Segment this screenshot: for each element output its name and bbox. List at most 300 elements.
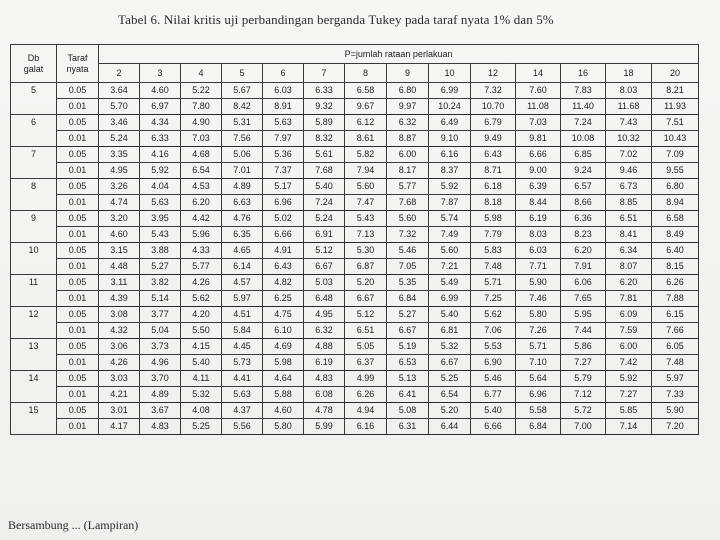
value-cell: 7.68	[387, 195, 429, 211]
value-cell: 5.40	[304, 179, 345, 195]
value-cell: 5.60	[387, 211, 429, 227]
value-cell: 4.96	[140, 355, 181, 371]
value-cell: 4.15	[181, 339, 222, 355]
value-cell: 5.77	[387, 179, 429, 195]
value-cell: 7.06	[471, 323, 516, 339]
value-cell: 9.24	[561, 163, 606, 179]
p-value-header: 20	[652, 64, 699, 83]
value-cell: 6.35	[222, 227, 263, 243]
df-cell: 5	[11, 83, 57, 115]
value-cell: 5.71	[471, 275, 516, 291]
value-cell: 9.10	[429, 131, 471, 147]
value-cell: 4.57	[222, 275, 263, 291]
value-cell: 10.24	[429, 99, 471, 115]
value-cell: 6.77	[471, 387, 516, 403]
value-cell: 5.92	[606, 371, 652, 387]
value-cell: 7.60	[516, 83, 561, 99]
value-cell: 6.79	[471, 115, 516, 131]
alpha-cell: 0.01	[57, 259, 99, 275]
alpha-cell: 0.01	[57, 195, 99, 211]
value-cell: 4.99	[345, 371, 387, 387]
value-cell: 8.03	[516, 227, 561, 243]
value-cell: 4.33	[181, 243, 222, 259]
value-cell: 8.94	[652, 195, 699, 211]
table-row	[11, 291, 699, 307]
value-cell: 7.49	[429, 227, 471, 243]
alpha-cell: 0.05	[57, 147, 99, 163]
value-cell: 6.43	[263, 259, 304, 275]
value-cell: 5.90	[516, 275, 561, 291]
table-container	[10, 44, 698, 435]
alpha-header-line2: nyata	[66, 63, 89, 74]
value-cell: 4.78	[304, 403, 345, 419]
value-cell: 5.24	[304, 211, 345, 227]
value-cell: 4.11	[181, 371, 222, 387]
value-cell: 5.50	[181, 323, 222, 339]
value-cell: 5.95	[561, 307, 606, 323]
value-cell: 5.70	[99, 99, 140, 115]
table-body	[11, 83, 699, 435]
value-cell: 7.26	[516, 323, 561, 339]
alpha-cell: 0.05	[57, 403, 99, 419]
value-cell: 5.96	[181, 227, 222, 243]
value-cell: 8.41	[606, 227, 652, 243]
value-cell: 6.66	[471, 419, 516, 435]
value-cell: 6.67	[304, 259, 345, 275]
table-row	[11, 275, 699, 291]
value-cell: 5.58	[516, 403, 561, 419]
alpha-cell: 0.05	[57, 339, 99, 355]
value-cell: 6.36	[561, 211, 606, 227]
value-cell: 6.41	[387, 387, 429, 403]
value-cell: 7.12	[561, 387, 606, 403]
value-cell: 6.10	[263, 323, 304, 339]
table-row	[11, 163, 699, 179]
value-cell: 7.20	[652, 419, 699, 435]
alpha-cell: 0.01	[57, 355, 99, 371]
value-cell: 4.76	[222, 211, 263, 227]
value-cell: 7.00	[561, 419, 606, 435]
value-cell: 6.90	[471, 355, 516, 371]
value-cell: 6.31	[387, 419, 429, 435]
value-cell: 5.74	[429, 211, 471, 227]
p-value-header: 4	[181, 64, 222, 83]
value-cell: 4.68	[181, 147, 222, 163]
value-cell: 6.15	[652, 307, 699, 323]
value-cell: 5.90	[652, 403, 699, 419]
value-cell: 4.90	[181, 115, 222, 131]
value-cell: 6.96	[516, 387, 561, 403]
value-cell: 8.71	[471, 163, 516, 179]
value-cell: 6.00	[606, 339, 652, 355]
table-row	[11, 355, 699, 371]
value-cell: 4.95	[304, 307, 345, 323]
value-cell: 6.26	[345, 387, 387, 403]
df-cell: 7	[11, 147, 57, 179]
value-cell: 5.79	[561, 371, 606, 387]
value-cell: 5.24	[99, 131, 140, 147]
value-cell: 10.08	[561, 131, 606, 147]
value-cell: 6.20	[561, 243, 606, 259]
value-cell: 6.09	[606, 307, 652, 323]
df-header-line1: Db	[27, 52, 40, 63]
value-cell: 4.16	[140, 147, 181, 163]
value-cell: 4.26	[181, 275, 222, 291]
alpha-cell: 0.01	[57, 227, 99, 243]
value-cell: 6.84	[387, 291, 429, 307]
value-cell: 6.51	[345, 323, 387, 339]
value-cell: 6.80	[652, 179, 699, 195]
value-cell: 4.83	[304, 371, 345, 387]
value-cell: 3.08	[99, 307, 140, 323]
value-cell: 3.03	[99, 371, 140, 387]
value-cell: 7.97	[263, 131, 304, 147]
value-cell: 3.95	[140, 211, 181, 227]
value-cell: 6.80	[387, 83, 429, 99]
table-row	[11, 99, 699, 115]
value-cell: 4.42	[181, 211, 222, 227]
value-cell: 4.60	[99, 227, 140, 243]
value-cell: 5.53	[471, 339, 516, 355]
value-cell: 5.49	[429, 275, 471, 291]
value-cell: 3.67	[140, 403, 181, 419]
value-cell: 3.15	[99, 243, 140, 259]
value-cell: 5.22	[181, 83, 222, 99]
value-cell: 4.32	[99, 323, 140, 339]
value-cell: 7.48	[471, 259, 516, 275]
value-cell: 6.58	[652, 211, 699, 227]
value-cell: 11.68	[606, 99, 652, 115]
value-cell: 7.46	[516, 291, 561, 307]
value-cell: 5.98	[263, 355, 304, 371]
value-cell: 6.03	[516, 243, 561, 259]
p-value-header: 14	[516, 64, 561, 83]
value-cell: 8.32	[304, 131, 345, 147]
value-cell: 6.25	[263, 291, 304, 307]
value-cell: 6.48	[304, 291, 345, 307]
value-cell: 9.67	[345, 99, 387, 115]
value-cell: 4.89	[140, 387, 181, 403]
value-cell: 10.43	[652, 131, 699, 147]
value-cell: 5.77	[181, 259, 222, 275]
value-cell: 8.61	[345, 131, 387, 147]
value-cell: 4.75	[263, 307, 304, 323]
table-row	[11, 179, 699, 195]
value-cell: 4.69	[263, 339, 304, 355]
value-cell: 5.32	[181, 387, 222, 403]
value-cell: 7.21	[429, 259, 471, 275]
p-value-header: 9	[387, 64, 429, 83]
value-cell: 6.57	[561, 179, 606, 195]
value-cell: 9.32	[304, 99, 345, 115]
value-cell: 9.46	[606, 163, 652, 179]
alpha-cell: 0.05	[57, 115, 99, 131]
alpha-cell: 0.05	[57, 275, 99, 291]
value-cell: 9.49	[471, 131, 516, 147]
value-cell: 5.80	[516, 307, 561, 323]
value-cell: 7.71	[516, 259, 561, 275]
value-cell: 5.88	[263, 387, 304, 403]
value-cell: 5.60	[429, 243, 471, 259]
value-cell: 5.08	[387, 403, 429, 419]
df-header-line2: galat	[23, 63, 44, 74]
value-cell: 6.54	[429, 387, 471, 403]
alpha-cell: 0.05	[57, 211, 99, 227]
p-value-header: 5	[222, 64, 263, 83]
value-cell: 6.40	[652, 243, 699, 259]
value-cell: 6.97	[140, 99, 181, 115]
value-cell: 5.46	[471, 371, 516, 387]
value-cell: 4.48	[99, 259, 140, 275]
df-cell: 9	[11, 211, 57, 243]
value-cell: 3.77	[140, 307, 181, 323]
value-cell: 5.83	[471, 243, 516, 259]
value-cell: 7.02	[606, 147, 652, 163]
value-cell: 6.43	[471, 147, 516, 163]
value-cell: 7.66	[652, 323, 699, 339]
value-cell: 7.24	[561, 115, 606, 131]
value-cell: 11.93	[652, 99, 699, 115]
value-cell: 6.67	[387, 323, 429, 339]
value-cell: 6.85	[561, 147, 606, 163]
table-title: Tabel 6. Nilai kritis uji perbandingan berganda Tukey pada taraf nyata 1% dan 5%	[118, 12, 554, 27]
value-cell: 7.47	[345, 195, 387, 211]
value-cell: 6.06	[561, 275, 606, 291]
value-cell: 5.82	[345, 147, 387, 163]
value-cell: 7.48	[652, 355, 699, 371]
value-cell: 5.64	[516, 371, 561, 387]
alpha-cell: 0.01	[57, 131, 99, 147]
value-cell: 6.34	[606, 243, 652, 259]
value-cell: 6.51	[606, 211, 652, 227]
value-cell: 6.66	[516, 147, 561, 163]
value-cell: 6.26	[652, 275, 699, 291]
table-row	[11, 195, 699, 211]
value-cell: 4.82	[263, 275, 304, 291]
value-cell: 5.97	[222, 291, 263, 307]
p-value-header: 2	[99, 64, 140, 83]
value-cell: 5.40	[429, 307, 471, 323]
value-cell: 5.89	[304, 115, 345, 131]
value-cell: 4.83	[140, 419, 181, 435]
df-cell: 13	[11, 339, 57, 371]
value-cell: 5.36	[263, 147, 304, 163]
value-cell: 5.20	[429, 403, 471, 419]
value-cell: 6.67	[429, 355, 471, 371]
value-cell: 4.34	[140, 115, 181, 131]
table-row	[11, 131, 699, 147]
value-cell: 4.60	[140, 83, 181, 99]
value-cell: 7.43	[606, 115, 652, 131]
value-cell: 5.61	[304, 147, 345, 163]
value-cell: 7.05	[387, 259, 429, 275]
value-cell: 7.87	[429, 195, 471, 211]
df-header	[11, 45, 57, 83]
value-cell: 4.94	[345, 403, 387, 419]
value-cell: 6.39	[516, 179, 561, 195]
p-value-header: 10	[429, 64, 471, 83]
value-cell: 10.32	[606, 131, 652, 147]
value-cell: 5.25	[181, 419, 222, 435]
p-value-header: 8	[345, 64, 387, 83]
value-cell: 4.91	[263, 243, 304, 259]
value-cell: 6.33	[304, 83, 345, 99]
value-cell: 7.59	[606, 323, 652, 339]
value-cell: 5.20	[345, 275, 387, 291]
value-cell: 3.70	[140, 371, 181, 387]
value-cell: 6.14	[222, 259, 263, 275]
value-cell: 5.86	[561, 339, 606, 355]
value-cell: 8.42	[222, 99, 263, 115]
value-cell: 5.02	[263, 211, 304, 227]
value-cell: 7.44	[561, 323, 606, 339]
value-cell: 7.88	[652, 291, 699, 307]
value-cell: 7.65	[561, 291, 606, 307]
value-cell: 7.13	[345, 227, 387, 243]
value-cell: 7.24	[304, 195, 345, 211]
value-cell: 4.20	[181, 307, 222, 323]
value-cell: 6.99	[429, 291, 471, 307]
value-cell: 4.08	[181, 403, 222, 419]
value-cell: 8.49	[652, 227, 699, 243]
value-cell: 5.62	[471, 307, 516, 323]
value-cell: 5.13	[387, 371, 429, 387]
table-row	[11, 83, 699, 99]
value-cell: 5.43	[140, 227, 181, 243]
alpha-cell: 0.05	[57, 371, 99, 387]
value-cell: 6.00	[387, 147, 429, 163]
p-header: P=jumlah rataan perlakuan	[99, 45, 699, 64]
value-cell: 6.20	[606, 275, 652, 291]
value-cell: 8.15	[652, 259, 699, 275]
value-cell: 5.40	[471, 403, 516, 419]
p-values-row	[11, 64, 699, 83]
value-cell: 6.08	[304, 387, 345, 403]
value-cell: 3.35	[99, 147, 140, 163]
value-cell: 3.82	[140, 275, 181, 291]
value-cell: 3.20	[99, 211, 140, 227]
value-cell: 5.43	[345, 211, 387, 227]
value-cell: 5.12	[304, 243, 345, 259]
alpha-cell: 0.01	[57, 323, 99, 339]
value-cell: 4.53	[181, 179, 222, 195]
p-value-header: 6	[263, 64, 304, 83]
value-cell: 7.51	[652, 115, 699, 131]
value-cell: 5.27	[387, 307, 429, 323]
value-cell: 5.30	[345, 243, 387, 259]
table-row	[11, 339, 699, 355]
value-cell: 5.92	[140, 163, 181, 179]
value-cell: 7.83	[561, 83, 606, 99]
value-cell: 7.27	[561, 355, 606, 371]
table-row	[11, 227, 699, 243]
value-cell: 5.92	[429, 179, 471, 195]
value-cell: 4.26	[99, 355, 140, 371]
value-cell: 5.35	[387, 275, 429, 291]
value-cell: 5.72	[561, 403, 606, 419]
value-cell: 5.32	[429, 339, 471, 355]
alpha-cell: 0.01	[57, 387, 99, 403]
value-cell: 7.80	[181, 99, 222, 115]
p-value-header: 18	[606, 64, 652, 83]
value-cell: 10.70	[471, 99, 516, 115]
value-cell: 5.84	[222, 323, 263, 339]
value-cell: 7.01	[222, 163, 263, 179]
value-cell: 4.51	[222, 307, 263, 323]
value-cell: 6.32	[304, 323, 345, 339]
value-cell: 8.44	[516, 195, 561, 211]
value-cell: 7.56	[222, 131, 263, 147]
value-cell: 6.20	[181, 195, 222, 211]
value-cell: 5.71	[516, 339, 561, 355]
value-cell: 3.26	[99, 179, 140, 195]
value-cell: 6.19	[516, 211, 561, 227]
value-cell: 4.41	[222, 371, 263, 387]
value-cell: 7.42	[606, 355, 652, 371]
value-cell: 4.17	[99, 419, 140, 435]
value-cell: 7.32	[471, 83, 516, 99]
df-cell: 6	[11, 115, 57, 147]
value-cell: 5.25	[429, 371, 471, 387]
value-cell: 7.79	[471, 227, 516, 243]
value-cell: 3.88	[140, 243, 181, 259]
alpha-cell: 0.05	[57, 307, 99, 323]
alpha-cell: 0.01	[57, 99, 99, 115]
value-cell: 8.17	[387, 163, 429, 179]
value-cell: 5.97	[652, 371, 699, 387]
value-cell: 6.18	[471, 179, 516, 195]
df-cell: 11	[11, 275, 57, 307]
value-cell: 6.81	[429, 323, 471, 339]
value-cell: 4.37	[222, 403, 263, 419]
value-cell: 3.46	[99, 115, 140, 131]
value-cell: 5.60	[345, 179, 387, 195]
value-cell: 6.84	[516, 419, 561, 435]
table-row	[11, 387, 699, 403]
value-cell: 5.73	[222, 355, 263, 371]
value-cell: 4.89	[222, 179, 263, 195]
table-row	[11, 371, 699, 387]
value-cell: 3.11	[99, 275, 140, 291]
alpha-cell: 0.05	[57, 83, 99, 99]
p-value-header: 3	[140, 64, 181, 83]
df-cell: 10	[11, 243, 57, 275]
value-cell: 5.80	[263, 419, 304, 435]
value-cell: 5.31	[222, 115, 263, 131]
value-cell: 7.09	[652, 147, 699, 163]
alpha-cell: 0.01	[57, 419, 99, 435]
alpha-cell: 0.05	[57, 243, 99, 259]
value-cell: 8.66	[561, 195, 606, 211]
value-cell: 8.85	[606, 195, 652, 211]
value-cell: 8.91	[263, 99, 304, 115]
value-cell: 7.91	[561, 259, 606, 275]
p-value-header: 16	[561, 64, 606, 83]
value-cell: 7.81	[606, 291, 652, 307]
value-cell: 9.00	[516, 163, 561, 179]
value-cell: 5.62	[181, 291, 222, 307]
value-cell: 5.40	[181, 355, 222, 371]
value-cell: 8.23	[561, 227, 606, 243]
value-cell: 9.55	[652, 163, 699, 179]
value-cell: 6.12	[345, 115, 387, 131]
value-cell: 7.03	[516, 115, 561, 131]
table-row	[11, 323, 699, 339]
value-cell: 4.04	[140, 179, 181, 195]
value-cell: 6.32	[387, 115, 429, 131]
value-cell: 7.03	[181, 131, 222, 147]
alpha-header-line1: Taraf	[67, 52, 88, 63]
